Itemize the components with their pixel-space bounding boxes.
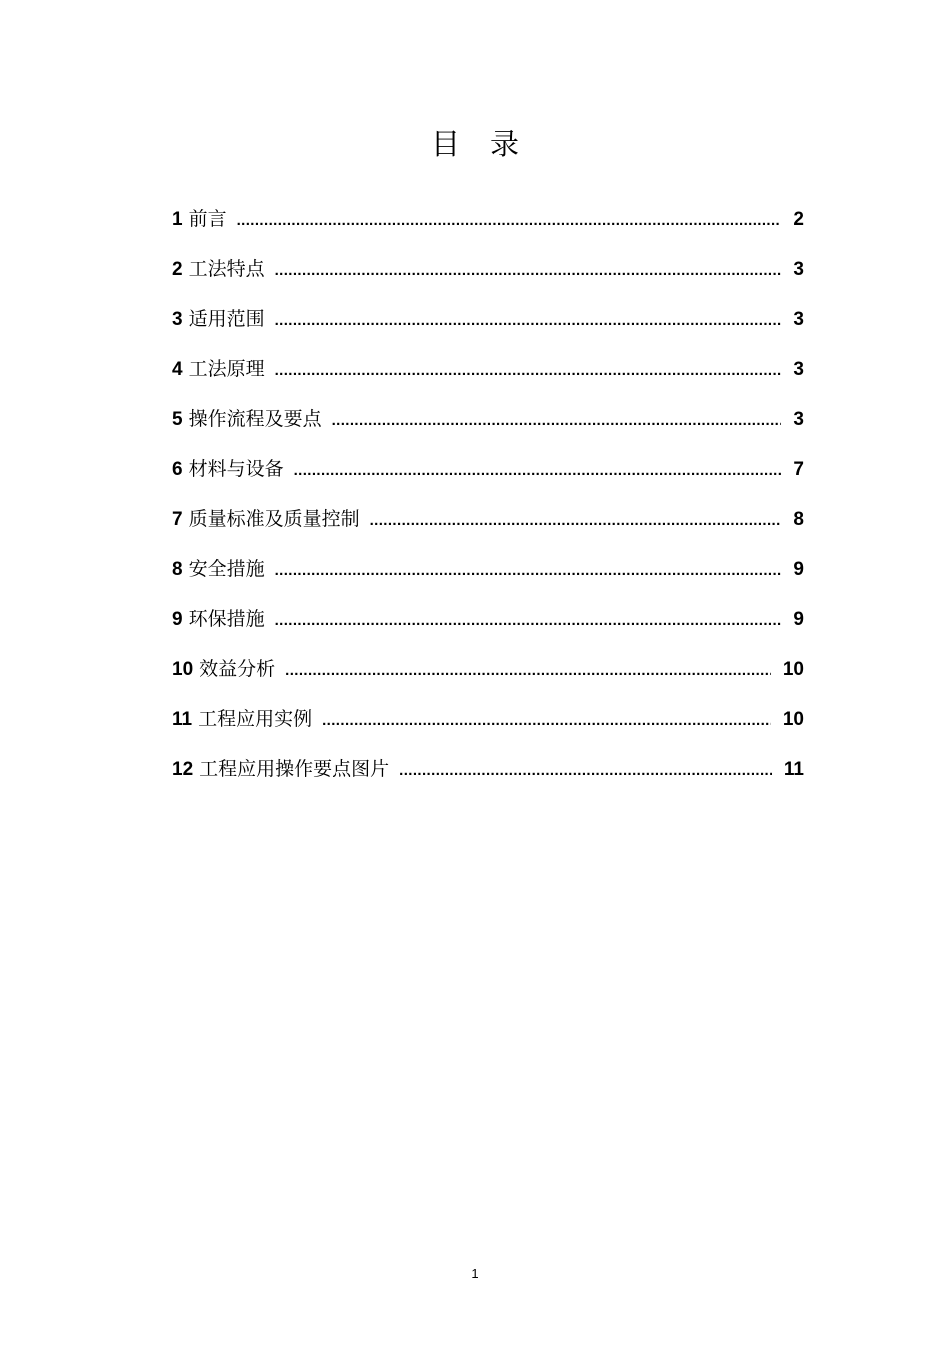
toc-entry-label: 工法原理 <box>188 358 265 380</box>
dot-leader <box>237 202 782 240</box>
toc-entry-page: 8 <box>793 509 804 530</box>
toc-entry-label: 材料与设备 <box>188 458 284 480</box>
toc-entry-label: 操作流程及要点 <box>188 408 322 430</box>
toc-entry-number: 9 <box>172 609 183 630</box>
toc-entry-label: 环保措施 <box>188 608 265 630</box>
toc-entry-1[interactable] <box>172 200 804 250</box>
toc-entry-page: 3 <box>793 359 804 380</box>
toc-entry-5[interactable] <box>172 400 804 450</box>
toc-entry-2[interactable] <box>172 250 804 300</box>
toc-entry-number: 6 <box>172 459 183 480</box>
table-of-contents <box>172 200 804 800</box>
toc-entry-number: 7 <box>172 509 183 530</box>
toc-entry-label: 前言 <box>188 208 227 230</box>
toc-entry-number: 2 <box>172 259 183 280</box>
toc-entry-label: 工程应用实例 <box>198 708 313 730</box>
toc-entry-page: 7 <box>793 459 804 480</box>
toc-entry-6[interactable] <box>172 450 804 500</box>
toc-entry-label: 适用范围 <box>188 308 265 330</box>
dot-leader <box>370 502 782 540</box>
dot-leader <box>275 602 782 640</box>
dot-leader <box>275 302 782 340</box>
toc-entry-8[interactable] <box>172 550 804 600</box>
toc-entry-page: 2 <box>793 209 804 230</box>
dot-leader <box>275 552 782 590</box>
toc-entry-12[interactable] <box>172 750 804 800</box>
toc-entry-number: 12 <box>172 759 194 780</box>
toc-entry-label: 安全措施 <box>188 558 265 580</box>
toc-entry-number: 3 <box>172 309 183 330</box>
dot-leader <box>275 352 782 390</box>
toc-entry-page: 9 <box>793 609 804 630</box>
page-title: 目录 <box>430 127 549 161</box>
dot-leader <box>285 652 771 690</box>
toc-entry-label: 质量标准及质量控制 <box>188 508 360 530</box>
dot-leader <box>322 702 771 740</box>
toc-entry-number: 10 <box>172 659 194 680</box>
toc-entry-number: 4 <box>172 359 183 380</box>
toc-entry-page: 10 <box>782 659 804 680</box>
toc-entry-number: 11 <box>172 709 193 730</box>
dot-leader <box>275 252 782 290</box>
page-number: 1 <box>471 1266 479 1281</box>
toc-entry-number: 8 <box>172 559 183 580</box>
dot-leader <box>399 752 772 790</box>
dot-leader <box>332 402 782 440</box>
toc-entry-page: 9 <box>793 559 804 580</box>
toc-entry-label: 工程应用操作要点图片 <box>199 758 390 780</box>
toc-entry-3[interactable] <box>172 300 804 350</box>
toc-entry-label: 工法特点 <box>188 258 265 280</box>
toc-entry-page: 3 <box>793 309 804 330</box>
toc-entry-7[interactable] <box>172 500 804 550</box>
toc-entry-10[interactable] <box>172 650 804 700</box>
toc-entry-page: 10 <box>782 709 804 730</box>
dot-leader <box>294 452 782 490</box>
toc-entry-11[interactable] <box>172 700 804 750</box>
toc-entry-number: 1 <box>172 209 183 230</box>
toc-entry-4[interactable] <box>172 350 804 400</box>
toc-entry-9[interactable] <box>172 600 804 650</box>
toc-entry-page: 3 <box>793 259 804 280</box>
toc-entry-page: 3 <box>793 409 804 430</box>
toc-entry-page: 11 <box>783 759 804 780</box>
toc-entry-number: 5 <box>172 409 183 430</box>
toc-entry-label: 效益分析 <box>199 658 276 680</box>
